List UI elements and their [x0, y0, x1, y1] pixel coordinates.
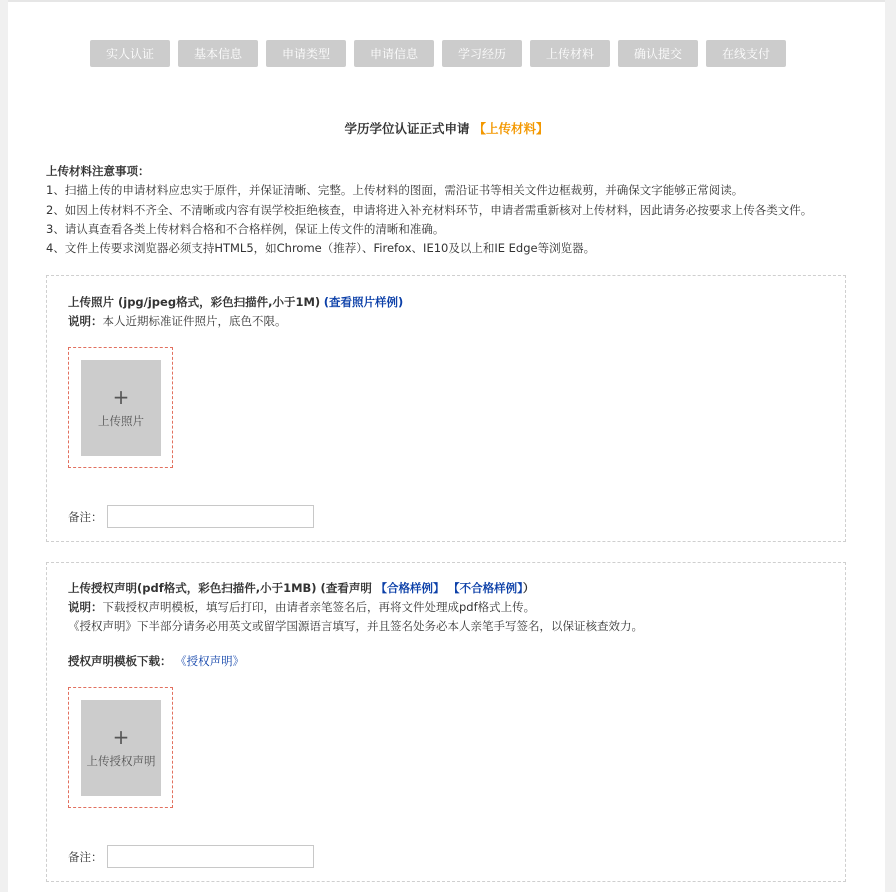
auth-bad-sample-link[interactable]: 【不合格样例】 [448, 581, 523, 595]
photo-remark-input[interactable] [107, 505, 314, 528]
auth-template-row [68, 653, 244, 669]
authorization-upload-section [46, 562, 846, 882]
notes-item: 2、如因上传材料不齐全、不清晰或内容有误学校拒绝核查，申请将进入补充材料环节，申请者需重新核对上传材料，因此请务必按要求上传各类文件。 [46, 202, 813, 217]
photo-section-header [68, 294, 403, 310]
photo-remark-label: 备注： [68, 509, 103, 524]
step-application-info[interactable]: 申请信息 [354, 40, 434, 67]
upload-photo-label: 上传照片 [98, 414, 144, 428]
auth-template-label: 授权声明模板下载： [68, 654, 172, 668]
photo-remark-row [68, 505, 314, 528]
step-confirm-submit[interactable]: 确认提交 [618, 40, 698, 67]
upload-notes [46, 162, 876, 258]
auth-desc-label: 说明： [68, 600, 103, 614]
page-title [8, 119, 885, 137]
auth-desc-text: 下载授权声明模板，填写后打印，由请者亲笔签名后，再将文件处理成pdf格式上传。 [102, 600, 536, 614]
auth-desc-line2: 《授权声明》下半部分请务必用英文或留学国源语言填写，并且签名处务必本人亲笔手写签名，以保证核查效力。 [68, 619, 643, 633]
plus-icon: + [112, 385, 130, 409]
auth-section-title: 上传授权声明(pdf格式，彩色扫描件,小于1MB) (查看声明 [68, 581, 372, 595]
notes-item: 4、文件上传要求浏览器必须支持HTML5，如Chrome（推荐）、Firefox、IE10及以上和IE Edge等浏览器。 [46, 241, 596, 256]
upload-authorization-button[interactable] [68, 687, 173, 808]
auth-remark-row [68, 845, 314, 868]
upload-authorization-label: 上传授权声明 [86, 754, 156, 768]
notes-item: 1、扫描上传的申请材料应忠实于原件，并保证清晰、完整。上传材料的图面，需沿证书等相关文件边框裁剪，并确保文字能够正常阅读。 [46, 183, 744, 198]
photo-upload-section [46, 275, 846, 542]
photo-section-title: 上传照片 (jpg/jpeg格式，彩色扫描件,小于1M) [68, 295, 321, 309]
auth-close-paren: ） [522, 581, 535, 595]
upload-authorization-area[interactable] [81, 700, 161, 796]
page-title-stage: 【上传材料】 [473, 121, 549, 136]
auth-remark-label: 备注： [68, 849, 103, 864]
notes-heading: 上传材料注意事项： [46, 164, 150, 178]
step-online-payment[interactable]: 在线支付 [706, 40, 786, 67]
plus-icon: + [112, 725, 130, 749]
auth-section-desc [68, 599, 535, 615]
page-title-main: 学历学位认证正式申请 [344, 121, 470, 136]
step-real-name[interactable]: 实人认证 [90, 40, 170, 67]
photo-section-desc [68, 313, 287, 329]
step-nav [90, 40, 794, 67]
auth-remark-input[interactable] [107, 845, 314, 868]
photo-sample-link[interactable]: (查看照片样例) [323, 295, 404, 309]
page [8, 0, 885, 892]
step-basic-info[interactable]: 基本信息 [178, 40, 258, 67]
auth-template-download-link[interactable]: 《授权声明》 [175, 654, 245, 668]
step-application-type[interactable]: 申请类型 [266, 40, 346, 67]
notes-item: 3、请认真查看各类上传材料合格和不合格样例，保证上传文件的清晰和准确。 [46, 221, 445, 236]
photo-desc-label: 说明： [68, 314, 103, 328]
photo-desc-text: 本人近期标准证件照片，底色不限。 [102, 314, 287, 328]
upload-photo-area[interactable] [81, 360, 161, 456]
step-upload-materials[interactable]: 上传材料 [530, 40, 610, 67]
upload-photo-button[interactable] [68, 347, 173, 468]
auth-section-header [68, 580, 534, 596]
step-study-history[interactable]: 学习经历 [442, 40, 522, 67]
auth-good-sample-link[interactable]: 【合格样例】 [375, 581, 445, 595]
